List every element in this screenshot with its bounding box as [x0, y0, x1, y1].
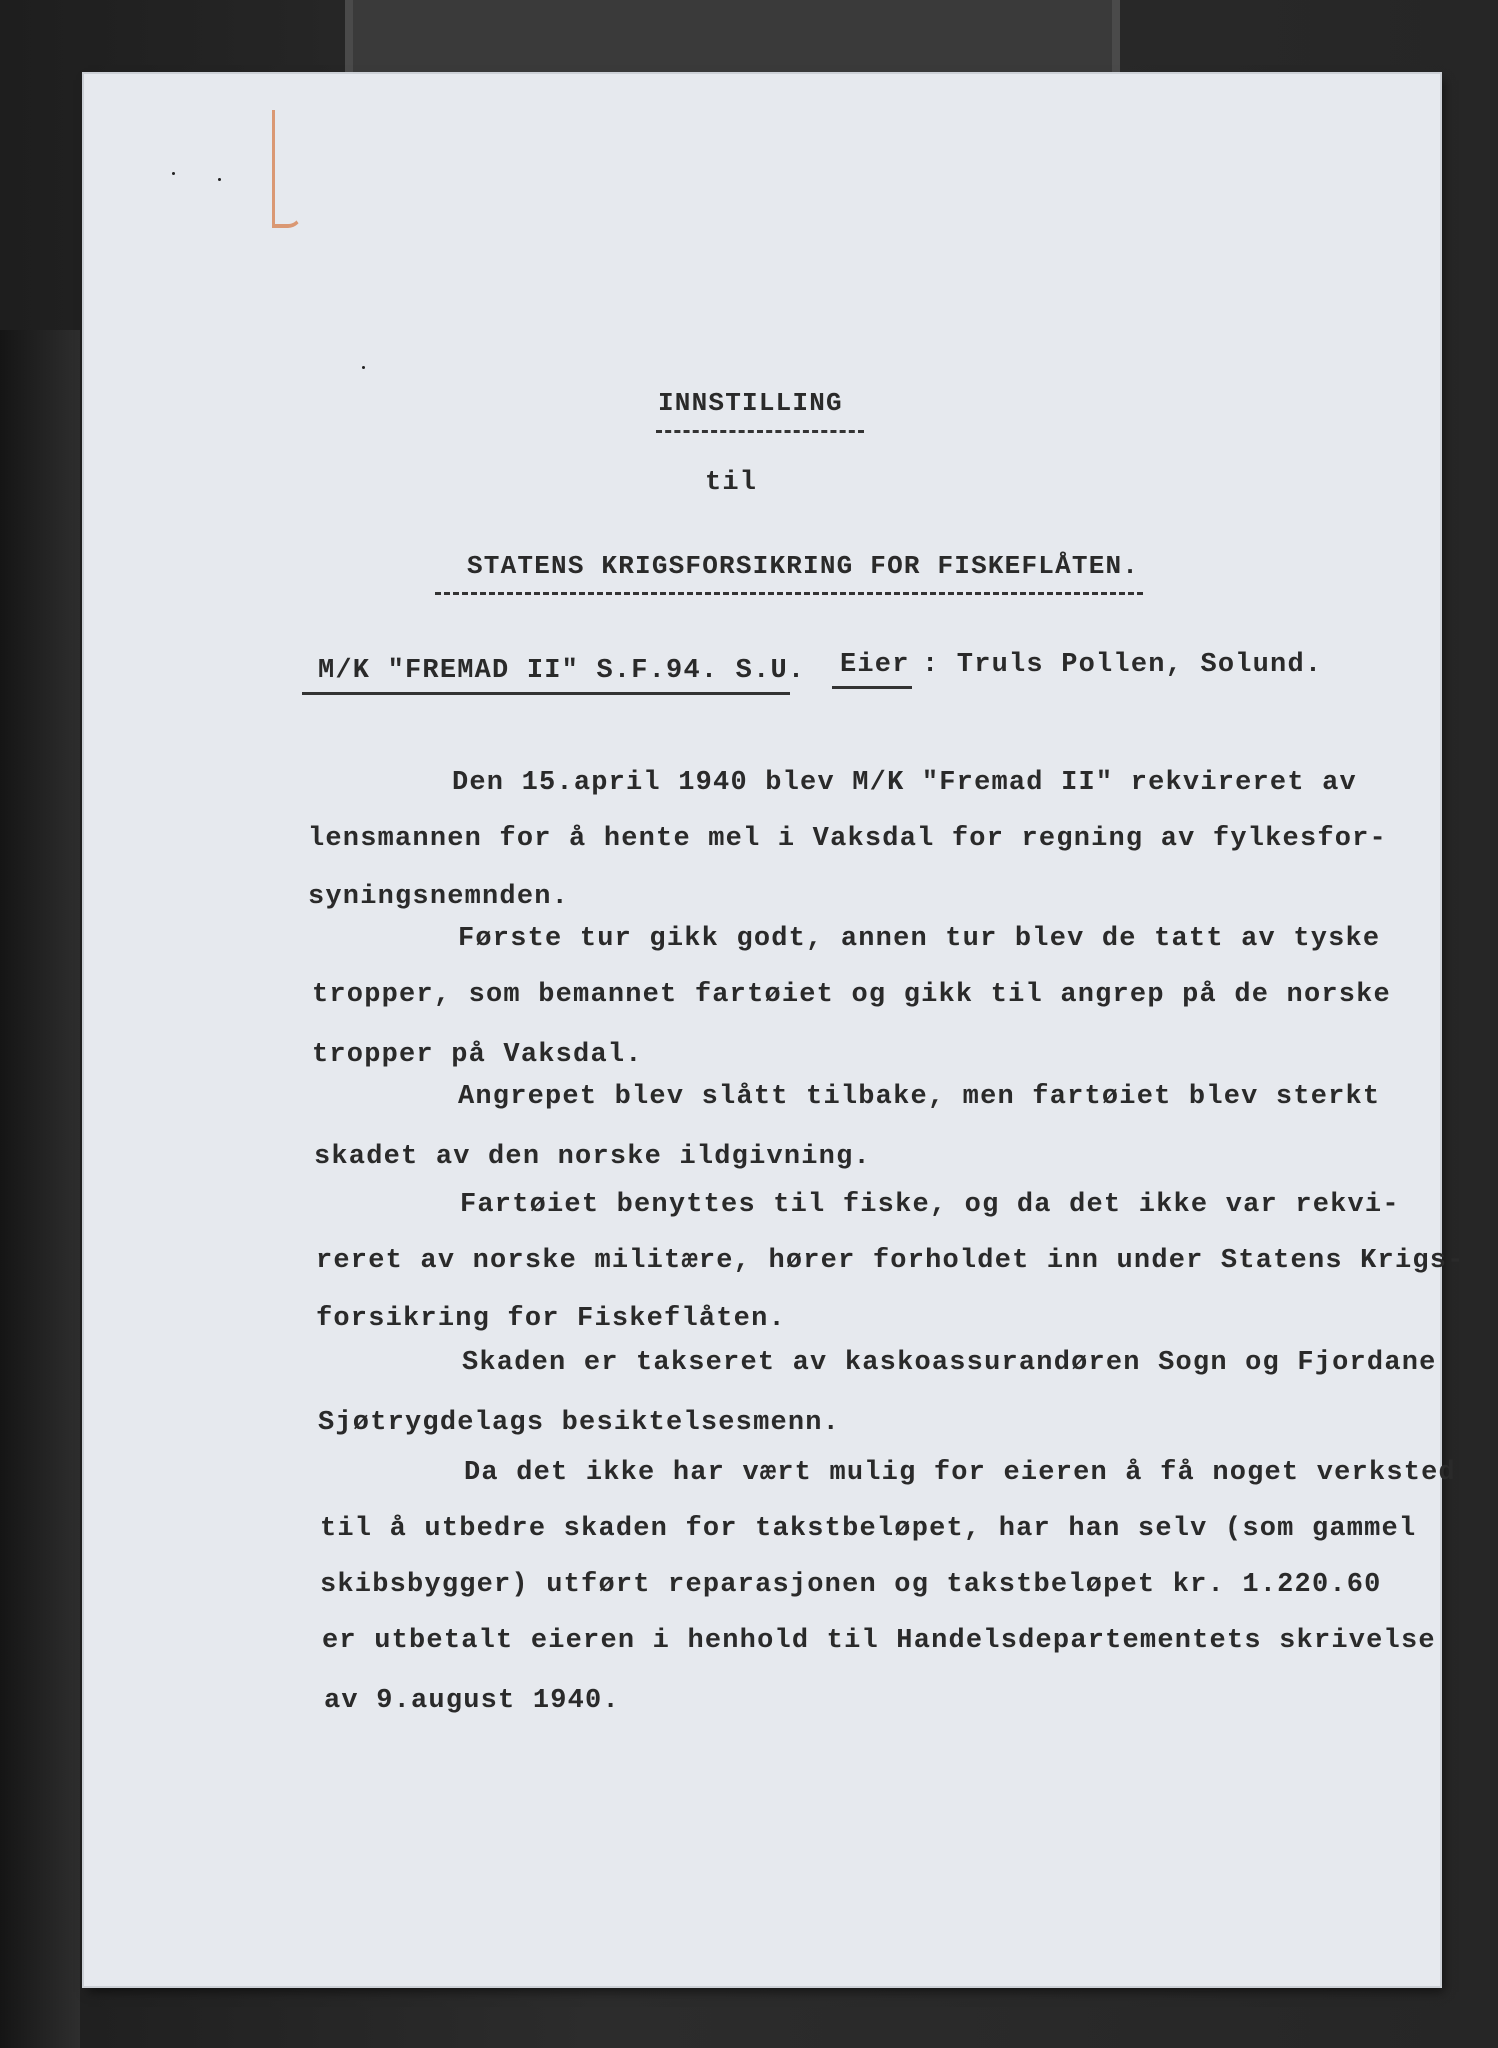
- body-line: skibsbygger) utført reparasjonen og takstbeløpet kr. 1.220.60: [320, 1570, 1382, 1600]
- body-line: Fartøiet benyttes til fiske, og da det ikke var rekvi-: [460, 1190, 1400, 1220]
- owner-label: Eier: [840, 650, 910, 680]
- vessel-underline: [302, 692, 790, 695]
- body-line: Skaden er takseret av kaskoassurandøren Sogn og Fjordane: [462, 1348, 1437, 1378]
- body-line: Sjøtrygdelags besiktelsesmenn.: [318, 1408, 841, 1438]
- body-line: syningsnemnden.: [308, 882, 570, 912]
- heading-dashed-rule: [656, 430, 864, 433]
- body-line: reret av norske militære, hører forholdet inn under Statens Krigs-: [316, 1246, 1465, 1276]
- body-line: Første tur gikk godt, annen tur blev de tatt av tyske: [458, 924, 1381, 954]
- binder-edge: [0, 330, 80, 2048]
- institution-dashed-rule: [435, 592, 1143, 595]
- body-line: til å utbedre skaden for takstbeløpet, har han selv (som gammel: [320, 1514, 1417, 1544]
- body-line: tropper på Vaksdal.: [312, 1040, 643, 1070]
- vessel-designation: M/K "FREMAD II" S.F.94. S.U.: [318, 656, 806, 686]
- speck: [172, 172, 175, 175]
- body-line: Da det ikke har vært mulig for eieren å få noget verksted: [464, 1458, 1456, 1488]
- document-subheading: til: [705, 468, 758, 498]
- body-line: av 9.august 1940.: [324, 1686, 620, 1716]
- document-heading: INNSTILLING: [658, 388, 843, 418]
- body-line: Den 15.april 1940 blev M/K "Fremad II" rekvireret av: [452, 768, 1357, 798]
- document-page: [84, 74, 1440, 1986]
- binder-clip: [345, 0, 1120, 78]
- body-line: lensmannen for å hente mel i Vaksdal for regning av fylkesfor-: [308, 824, 1387, 854]
- body-line: forsikring for Fiskeflåten.: [316, 1304, 786, 1334]
- speck: [218, 178, 221, 181]
- body-line: tropper, som bemannet fartøiet og gikk til angrep på de norske: [312, 980, 1391, 1010]
- speck: [362, 366, 365, 369]
- body-line: skadet av den norske ildgivning.: [314, 1142, 871, 1172]
- owner-value: : Truls Pollen, Solund.: [922, 650, 1323, 680]
- institution-title: STATENS KRIGSFORSIKRING FOR FISKEFLÅTEN.: [467, 551, 1140, 581]
- owner-underline: [832, 686, 912, 689]
- body-line: Angrepet blev slått tilbake, men fartøiet blev sterkt: [458, 1082, 1381, 1112]
- body-line: er utbetalt eieren i henhold til Handelsdepartementets skrivelse: [322, 1626, 1436, 1656]
- pencil-mark: [272, 110, 302, 228]
